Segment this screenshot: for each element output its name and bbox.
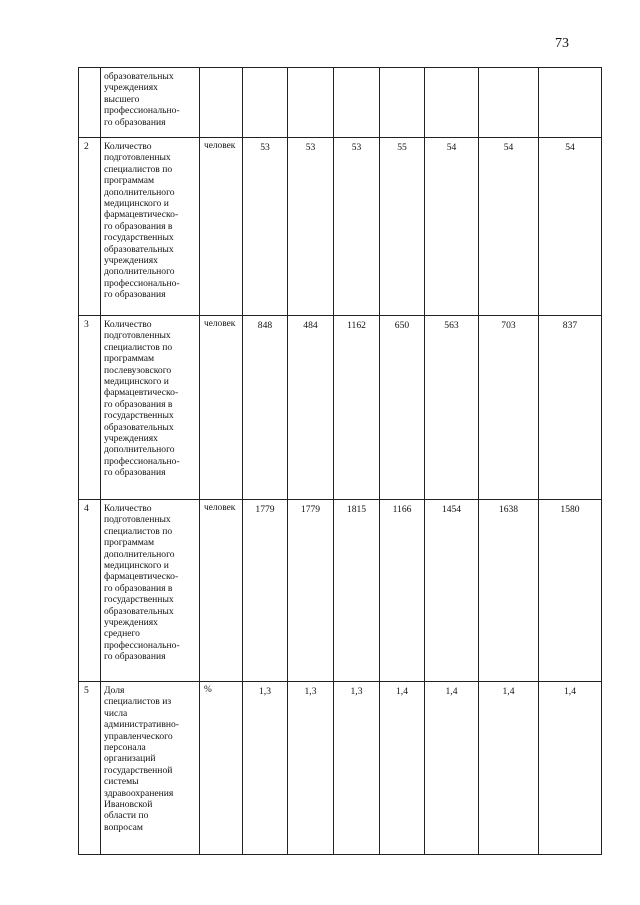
value-cell: 837 [539, 316, 602, 500]
value-cell [425, 68, 479, 138]
value-cell: 53 [334, 138, 380, 316]
indicator-description: Доля специалистов из числа административно- управленческого персонала организаций государственной системы здравоохранения Ивановской области по вопросам [101, 682, 200, 855]
value-cell [539, 68, 602, 138]
unit-cell: человек [200, 138, 243, 316]
value-cell: 484 [288, 316, 334, 500]
value-cell: 1,4 [479, 682, 539, 855]
indicator-description: Количество подготовленных специалистов по программам дополнительного медицинского и фармацевтическо- го образования в государственных образовательных учреждениях среднего профессионально- го образования [101, 500, 200, 682]
value-cell: 848 [243, 316, 288, 500]
value-cell: 55 [380, 138, 425, 316]
row-number: 3 [79, 316, 101, 500]
value-cell: 53 [243, 138, 288, 316]
row-number: 5 [79, 682, 101, 855]
value-cell: 1166 [380, 500, 425, 682]
value-cell: 53 [288, 138, 334, 316]
value-cell: 1,4 [425, 682, 479, 855]
value-cell [243, 68, 288, 138]
value-cell: 54 [425, 138, 479, 316]
indicator-description: образовательных учреждениях высшего профессионально- го образования [101, 68, 200, 138]
value-cell: 1,3 [288, 682, 334, 855]
value-cell [479, 68, 539, 138]
value-cell: 1,3 [243, 682, 288, 855]
unit-cell [200, 68, 243, 138]
value-cell: 1,4 [380, 682, 425, 855]
row-number [79, 68, 101, 138]
row-number: 4 [79, 500, 101, 682]
value-cell [288, 68, 334, 138]
value-cell: 1,4 [539, 682, 602, 855]
value-cell: 1815 [334, 500, 380, 682]
value-cell: 54 [539, 138, 602, 316]
table-row [79, 500, 602, 682]
value-cell [334, 68, 380, 138]
value-cell: 703 [479, 316, 539, 500]
value-cell: 563 [425, 316, 479, 500]
value-cell: 1580 [539, 500, 602, 682]
value-cell: 1779 [288, 500, 334, 682]
page-number: 73 [555, 36, 569, 51]
indicators-table [78, 67, 602, 855]
value-cell: 1162 [334, 316, 380, 500]
value-cell: 1454 [425, 500, 479, 682]
table-row [79, 682, 602, 855]
value-cell: 650 [380, 316, 425, 500]
row-number: 2 [79, 138, 101, 316]
unit-cell: человек [200, 316, 243, 500]
indicator-description: Количество подготовленных специалистов по программам послевузовского медицинского и фармацевтическо- го образования в государственных образовательных учреждениях дополнительного профессионально- го образования [101, 316, 200, 500]
table-row [79, 138, 602, 316]
unit-cell: человек [200, 500, 243, 682]
value-cell: 54 [479, 138, 539, 316]
value-cell: 1,3 [334, 682, 380, 855]
table-row [79, 316, 602, 500]
unit-cell: % [200, 682, 243, 855]
value-cell: 1779 [243, 500, 288, 682]
value-cell: 1638 [479, 500, 539, 682]
indicator-description: Количество подготовленных специалистов по программам дополнительного медицинского и фармацевтическо- го образования в государственных образовательных учреждениях дополнительного профессионально- го образования [101, 138, 200, 316]
table-row [79, 68, 602, 138]
value-cell [380, 68, 425, 138]
